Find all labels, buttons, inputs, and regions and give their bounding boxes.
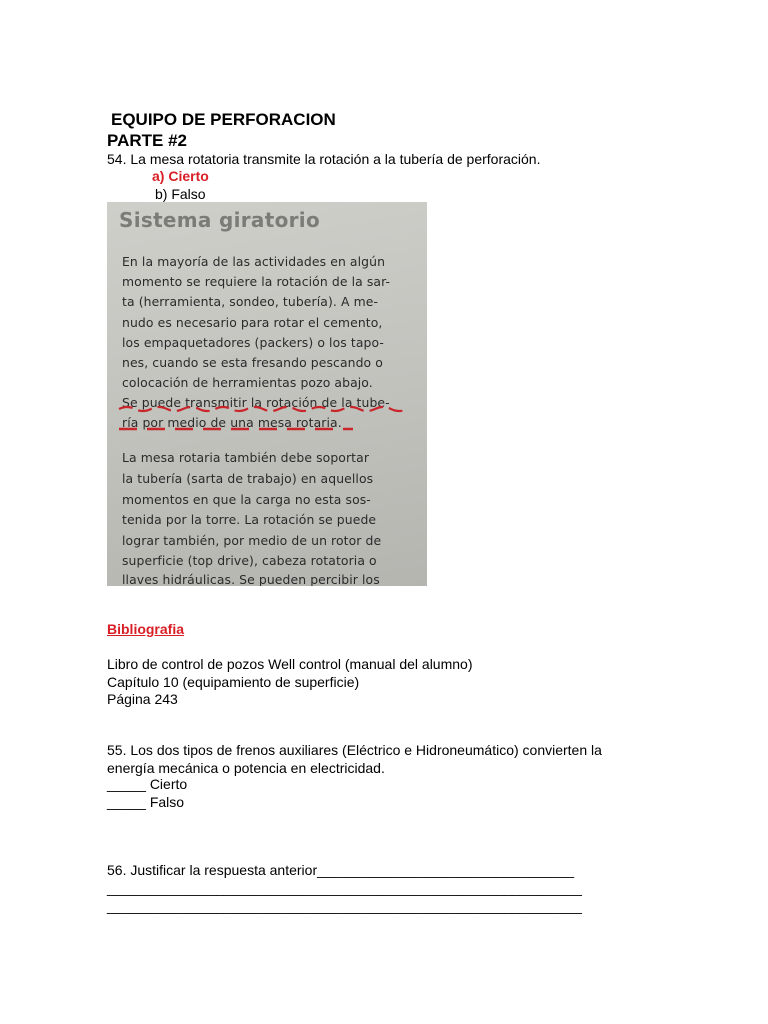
photo-text-line: colocación de herramientas pozo abajo. — [122, 375, 373, 390]
photo-text-line: lograr también, por medio de un rotor de — [122, 533, 382, 548]
bibliography-line-1: Libro de control de pozos Well control (manual del alumno) — [107, 656, 473, 672]
answer-line-3[interactable]: _____________________________________________________________ — [107, 898, 582, 914]
photo-text-line: La mesa rotaria también debe soportar — [122, 450, 370, 465]
photo-text-line: ta (herramienta, sondeo, tubería). A me- — [122, 294, 379, 309]
answer-true-blank[interactable]: _____ Cierto — [107, 776, 188, 792]
question-54: 54. La mesa rotatoria transmite la rotación a la tubería de perforación. — [107, 151, 541, 167]
question-55-line-1: 55. Los dos tipos de frenos auxiliares (Eléctrico e Hidroneumático) convierten la — [107, 742, 602, 758]
bibliography-line-2: Capítulo 10 (equipamiento de superficie) — [107, 674, 360, 690]
red-underline-1 — [117, 404, 417, 414]
photo-text-line: superficie (top drive), cabeza rotatoria o — [122, 553, 377, 568]
bibliography-heading: Bibliografia — [107, 621, 185, 637]
photo-text-line: Se puede transmitir la rotación de la tube- — [122, 395, 390, 410]
answer-line-2[interactable]: _____________________________________________________________ — [107, 880, 582, 896]
photo-text-line: llaves hidráulicas. Se pueden percibir los — [122, 572, 380, 586]
photo-text-line: nudo es necesario para rotar el cemento, — [122, 315, 383, 330]
photo-text-line: nes, cuando se esta fresando pescando o — [122, 355, 383, 370]
document-title: EQUIPO DE PERFORACION — [111, 110, 336, 129]
textbook-photo — [107, 202, 427, 586]
answer-false-blank[interactable]: _____ Falso — [107, 794, 185, 810]
answer-a-selected: a) Cierto — [152, 168, 209, 184]
photo-text-line: momentos en que la carga no esta sos- — [122, 492, 371, 507]
photo-text-line: los empaquetadores (packers) o los tapo- — [122, 335, 384, 350]
document-subtitle: PARTE #2 — [107, 131, 187, 150]
photo-text-line: ría por medio de una mesa rotaria. — [122, 415, 342, 430]
question-55-line-2: energía mecánica o potencia en electricidad. — [107, 760, 385, 776]
photo-text-line: En la mayoría de las actividades en algún — [122, 254, 386, 269]
bibliography-line-3: Página 243 — [107, 691, 178, 707]
question-56[interactable]: 56. Justificar la respuesta anterior_________________________________ — [107, 862, 575, 878]
photo-text-line: tenida por la torre. La rotación se puede — [122, 512, 377, 527]
photo-text-line: momento se requiere la rotación de la sar- — [122, 274, 391, 289]
answer-b: b) Falso — [155, 186, 206, 202]
red-underline-2 — [117, 424, 357, 434]
photo-text-line: la tubería (sarta de trabajo) en aquellos — [122, 471, 374, 486]
photo-heading: Sistema giratorio — [119, 208, 320, 232]
